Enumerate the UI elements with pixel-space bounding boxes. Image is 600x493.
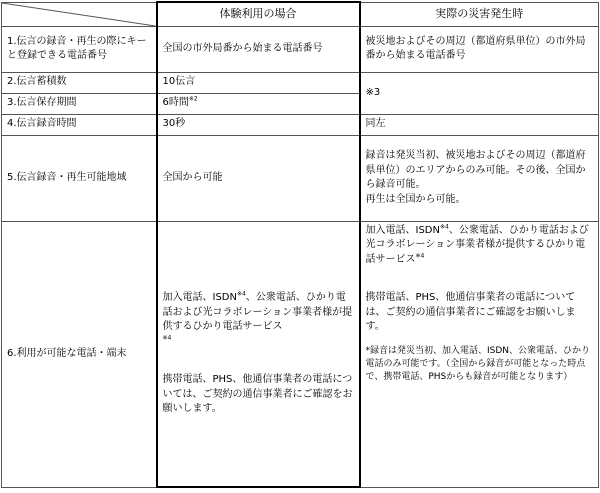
actual-cell [360, 221, 599, 487]
experience-cell [157, 221, 360, 487]
row-label: 2.伝言蓄積数 [2, 72, 157, 93]
header-actual: 実際の災害発生時 [360, 2, 599, 26]
experience-text: 6時間 [162, 97, 189, 109]
actual-paragraph [366, 224, 594, 268]
experience-cell: 全国の市外局番から始まる電話番号 [157, 26, 360, 72]
footnote-mark: ※2 [188, 95, 198, 103]
diagonal-line [2, 3, 156, 26]
service-comparison-table [1, 1, 599, 488]
table-row [2, 135, 599, 221]
table-row [2, 72, 599, 93]
footnote-mark: ※4 [415, 252, 425, 260]
experience-text: 、公衆電話、ひかり電話および光コラボレーション事業者様が提供するひかり電話サービス [162, 292, 353, 332]
header-experience: 体験利用の場合 [157, 2, 360, 26]
actual-cell: 被災地およびその周辺（都道府県単位）の市外局番から始まる電話番号 [360, 26, 599, 72]
actual-paragraph: 録音は発災当初、被災地およびその周辺（都道府県単位）のエリアからのみ可能。その後、全国から録音可能。 [365, 150, 586, 190]
table-row [2, 114, 599, 135]
experience-paragraph: 携帯電話、PHS、他通信事業者の電話については、ご契約の通信事業者にご確認をお願いします。 [162, 374, 353, 414]
experience-paragraph [163, 291, 354, 349]
diagonal-header-cell [2, 2, 157, 26]
table-row [2, 221, 599, 487]
actual-cell [360, 135, 599, 221]
experience-cell: 10伝言 [157, 72, 360, 93]
actual-cell: ※3 [360, 72, 599, 114]
row-label: 5.伝言録音・再生可能地域 [2, 135, 157, 221]
table-row [2, 26, 599, 72]
experience-text: 加入電話、ISDN [162, 292, 237, 303]
actual-note: *録音は発災当初、加入電話、ISDN、公衆電話、ひかり電話のみ可能です。（全国から録音が可能となった時点で、携帯電話、PHSからも録音が可能となります） [365, 345, 591, 382]
actual-paragraph: 携帯電話、PHS、他通信事業者の電話については、ご契約の通信事業者にご確認をお願いします。 [365, 292, 576, 332]
experience-cell: 全国から可能 [157, 135, 360, 221]
row-label: 6.利用が可能な電話・端末 [2, 221, 157, 487]
row-label: 3.伝言保存期間 [2, 93, 157, 114]
actual-paragraph: 再生は全国から可能。 [365, 193, 466, 205]
footnote-mark: ※4 [236, 290, 246, 298]
header-row [2, 2, 599, 26]
experience-cell: 30秒 [157, 114, 360, 135]
row-label: 4.伝言録音時間 [2, 114, 157, 135]
footnote-mark: ※4 [162, 334, 172, 342]
actual-text: 加入電話、ISDN [365, 224, 440, 236]
experience-cell [157, 93, 360, 114]
actual-text: 、公衆電話、ひかり電話および光コラボレーション事業者様が提供するひかり電話サービス [365, 224, 589, 265]
row-label: 1.伝言の録音・再生の際にキーと登録できる電話番号 [2, 26, 157, 72]
footnote-mark: ※4 [439, 223, 449, 231]
actual-cell: 同左 [360, 114, 599, 135]
